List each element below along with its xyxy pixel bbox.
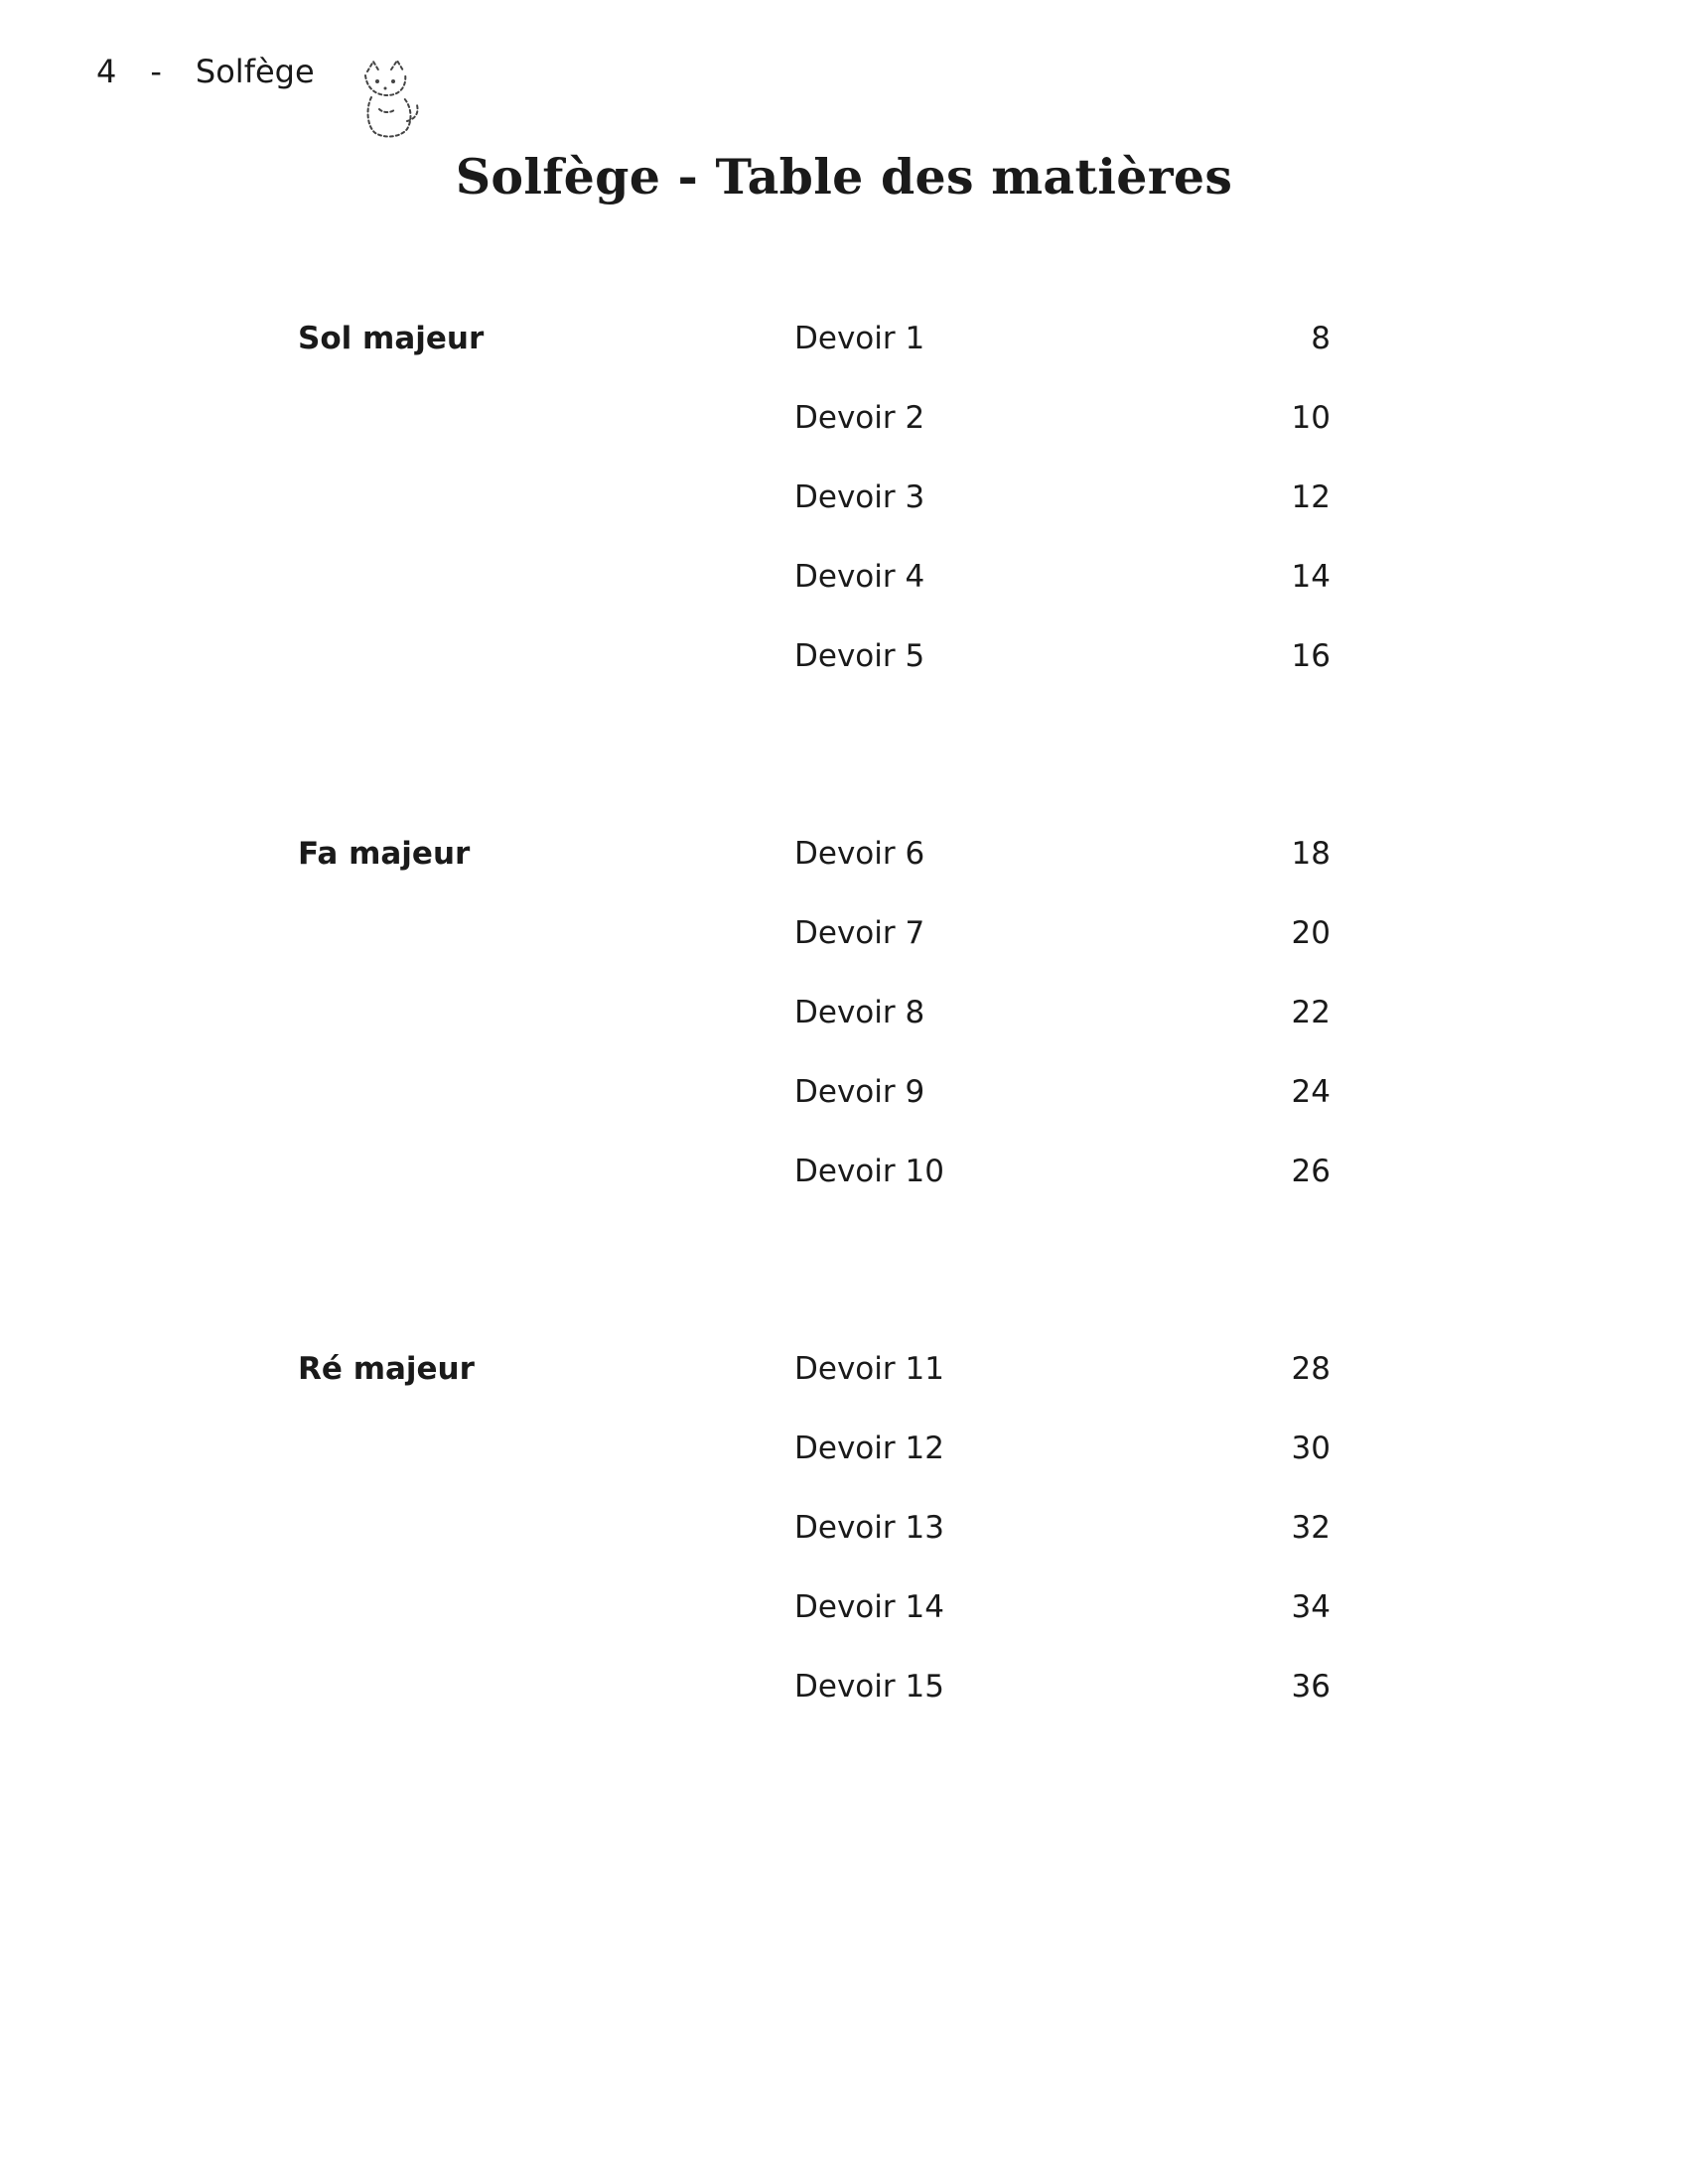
cat-doodle-icon: [357, 58, 421, 139]
toc-entry-page: 10: [1291, 400, 1331, 436]
toc-entry-label: Devoir 1: [794, 321, 925, 356]
book-title: Solfège: [195, 53, 315, 90]
toc-entry-page: 8: [1311, 321, 1331, 356]
header-separator: -: [150, 53, 162, 90]
toc-entry-label: Devoir 2: [794, 400, 925, 436]
toc-entry-label: Devoir 15: [794, 1669, 944, 1705]
toc-entry-label: Devoir 6: [794, 836, 925, 872]
toc-entry-page: 26: [1291, 1154, 1331, 1189]
toc-entry-label: Devoir 13: [794, 1510, 944, 1546]
toc-entry-label: Devoir 14: [794, 1589, 944, 1625]
toc-entry-label: Devoir 9: [794, 1074, 925, 1110]
toc-entry-label: Devoir 4: [794, 559, 925, 595]
toc-entry-label: Devoir 10: [794, 1154, 944, 1189]
toc-entry-page: 16: [1291, 638, 1331, 674]
toc-entry-page: 36: [1291, 1669, 1331, 1705]
toc-entry-page: 18: [1291, 836, 1331, 872]
toc-entry-label: Devoir 12: [794, 1431, 944, 1466]
toc-entry-page: 20: [1291, 915, 1331, 951]
section-label: Sol majeur: [298, 321, 485, 356]
toc-entry-page: 30: [1291, 1431, 1331, 1466]
toc-entry-page: 32: [1291, 1510, 1331, 1546]
section-label: Fa majeur: [298, 836, 471, 872]
page-title: Solfège - Table des matières: [455, 148, 1233, 205]
section-label: Ré majeur: [298, 1351, 475, 1387]
toc-entry-page: 24: [1291, 1074, 1331, 1110]
toc-entry-label: Devoir 7: [794, 915, 925, 951]
toc-entry-page: 12: [1291, 479, 1331, 515]
toc-entry-label: Devoir 8: [794, 995, 925, 1030]
toc-entry-label: Devoir 11: [794, 1351, 944, 1387]
toc-entry-page: 22: [1291, 995, 1331, 1030]
toc-entry-page: 28: [1291, 1351, 1331, 1387]
toc-entry-page: 34: [1291, 1589, 1331, 1625]
toc-entry-page: 14: [1291, 559, 1331, 595]
toc-entry-label: Devoir 3: [794, 479, 925, 515]
page-number: 4: [96, 53, 117, 90]
toc-entry-label: Devoir 5: [794, 638, 925, 674]
running-header: [96, 52, 315, 91]
